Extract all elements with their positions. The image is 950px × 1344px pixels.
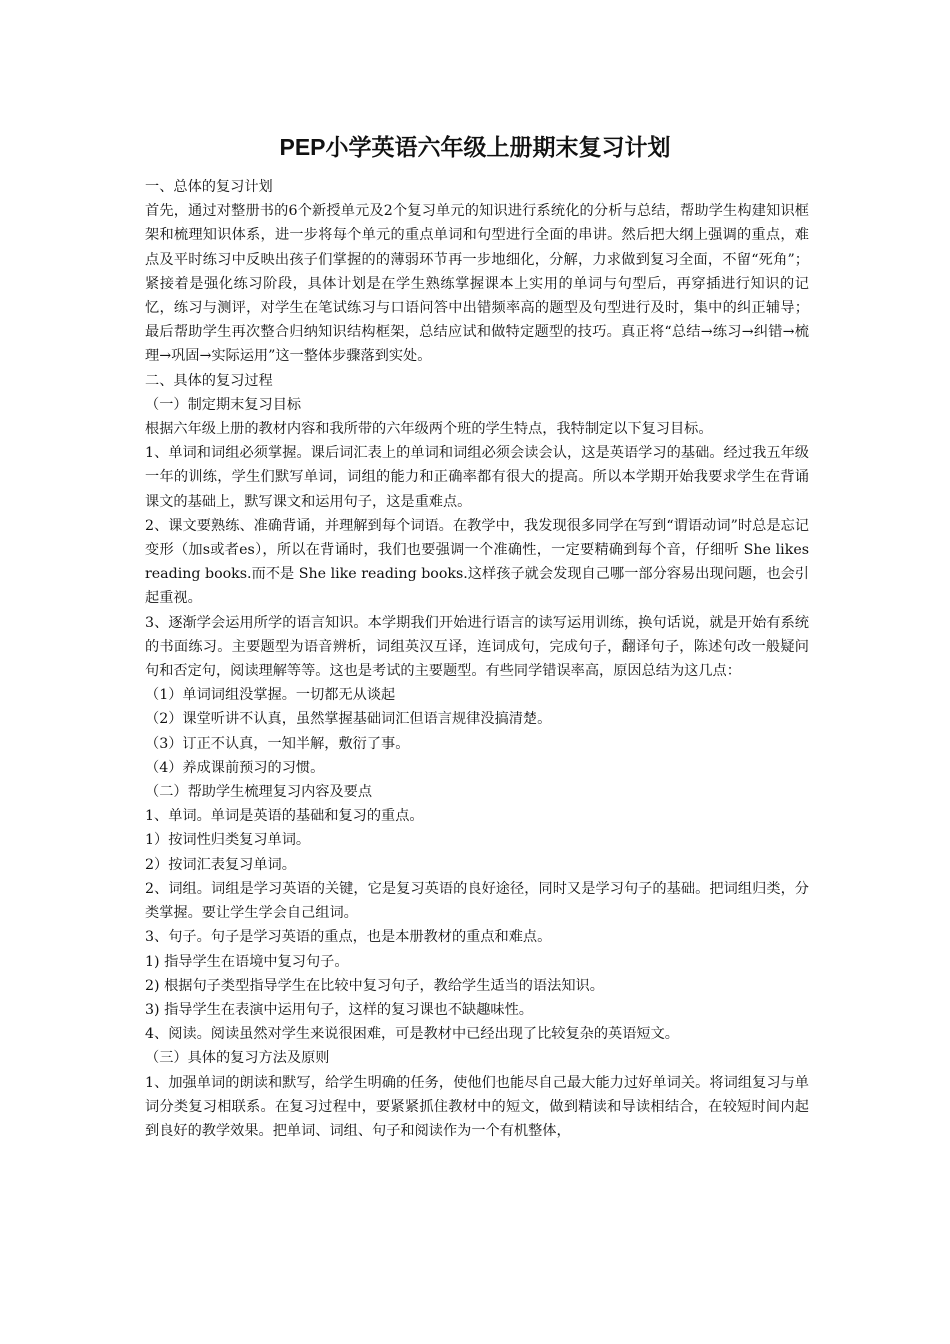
list-item: （3）订正不认真，一知半解，敷衍了事。 (145, 735, 410, 752)
body-paragraph: 1、单词。单词是英语的基础和复习的重点。 (145, 808, 424, 825)
list-item: （4）养成课前预习的习惯。 (145, 759, 325, 776)
body-paragraph: 4、阅读。阅读虽然对学生来说很困难，可是教材中已经出现了比较复杂的英语短文。 (145, 1026, 679, 1043)
list-item: 2）按词汇表复习单词。 (145, 856, 296, 873)
list-item: 2) 根据句子类型指导学生在比较中复习句子，教给学生适当的语法知识。 (145, 977, 604, 994)
body-paragraph: 3、句子。句子是学习英语的重点，也是本册教材的重点和难点。 (145, 929, 552, 946)
document-body (145, 175, 809, 1143)
subsection-heading: （二）帮助学生梳理复习内容及要点 (145, 784, 373, 801)
body-paragraph: 2、词组。词组是学习英语的关键，它是复习英语的良好途径，同时又是学习句子的基础。把词组归类，分类掌握。要让学生学会自己组词。 (145, 880, 809, 922)
section-heading: 二、具体的复习过程 (145, 372, 273, 389)
body-paragraph: 1、加强单词的朗读和默写，给学生明确的任务，使他们也能尽自己最大能力过好单词关。将词组复习与单词分类复习相联系。在复习过程中，要紧紧抓住教材中的短文，做到精读和导读相结合，在较短时间内起到良好的教学效果。把单词、词组、句子和阅读作为一个有机整体， (145, 1074, 809, 1139)
document-title: PEP小学英语六年级上册期末复习计划 (279, 134, 671, 160)
body-paragraph: 2、课文要熟练、准确背诵，并理解到每个词语。在教学中，我发现很多同学在写到“谓语动词”时总是忘记变形（加s或者es），所以在背诵时，我们也要强调一个准确性，一定要精确到每个音，仔细听 She likes reading books.而不是 She like reading books.这样孩子就会发现自己哪一部分容易出现问题，也会引起重视。 (145, 517, 809, 607)
body-paragraph: 3、逐渐学会运用所学的语言知识。本学期我们开始进行语言的读写运用训练，换句话说，就是开始有系统的书面练习。主要题型为语音辨析，词组英汉互译，连词成句，完成句子，翻译句子，陈述句改一般疑问句和否定句，阅读理解等等。这也是考试的主要题型。有些同学错误率高，原因总结为这几点： (145, 614, 809, 680)
section-heading: 一、总体的复习计划 (145, 179, 273, 195)
body-paragraph: 首先，通过对整册书的6个新授单元及2个复习单元的知识进行系统化的分析与总结，帮助学生构建知识框架和梳理知识体系，进一步将每个单元的重点单词和句型进行全面的串讲。然后把大纲上强调的重点，难点及平时练习中反映出孩子们掌握的的薄弱环节再一步地细化，分解，力求做到复习全面，不留“死角”；紧接着是强化练习阶段，具体计划是在学生熟练掌握课本上实用的单词与句型后，再穿插进行知识的记忆，练习与测评，对学生在笔试练习与口语问答中出错频率高的题型及句型进行及时，集中的纠正辅导；最后帮助学生再次整合归纳知识结构框架，总结应试和做特定题型的技巧。真正将“总结→练习→纠错→梳理→巩固→实际运用”这一整体步骤落到实处。 (145, 203, 809, 365)
subsection-heading: （三）具体的复习方法及原则 (145, 1050, 330, 1067)
list-item: （1）单词词组没掌握。一切都无从谈起 (145, 687, 396, 704)
body-paragraph: 根据六年级上册的教材内容和我所带的六年级两个班的学生特点，我特制定以下复习目标。 (145, 421, 713, 438)
list-item: 1) 指导学生在语境中复习句子。 (145, 953, 349, 970)
subsection-heading: （一）制定期末复习目标 (145, 396, 302, 413)
list-item: 1）按词性归类复习单词。 (145, 832, 311, 849)
body-paragraph: 1、单词和词组必须掌握。课后词汇表上的单词和词组必须会读会认，这是英语学习的基础。经过我五年级一年的训练，学生们默写单词，词组的能力和正确率都有很大的提高。所以本学期开始我要求学生在背诵课文的基础上，默写课文和运用句子，这是重难点。 (145, 445, 809, 510)
list-item: 3) 指导学生在表演中运用句子，这样的复习课也不缺趣味性。 (145, 1001, 533, 1018)
list-item: （2）课堂听讲不认真，虽然掌握基础词汇但语言规律没搞清楚。 (145, 711, 552, 728)
